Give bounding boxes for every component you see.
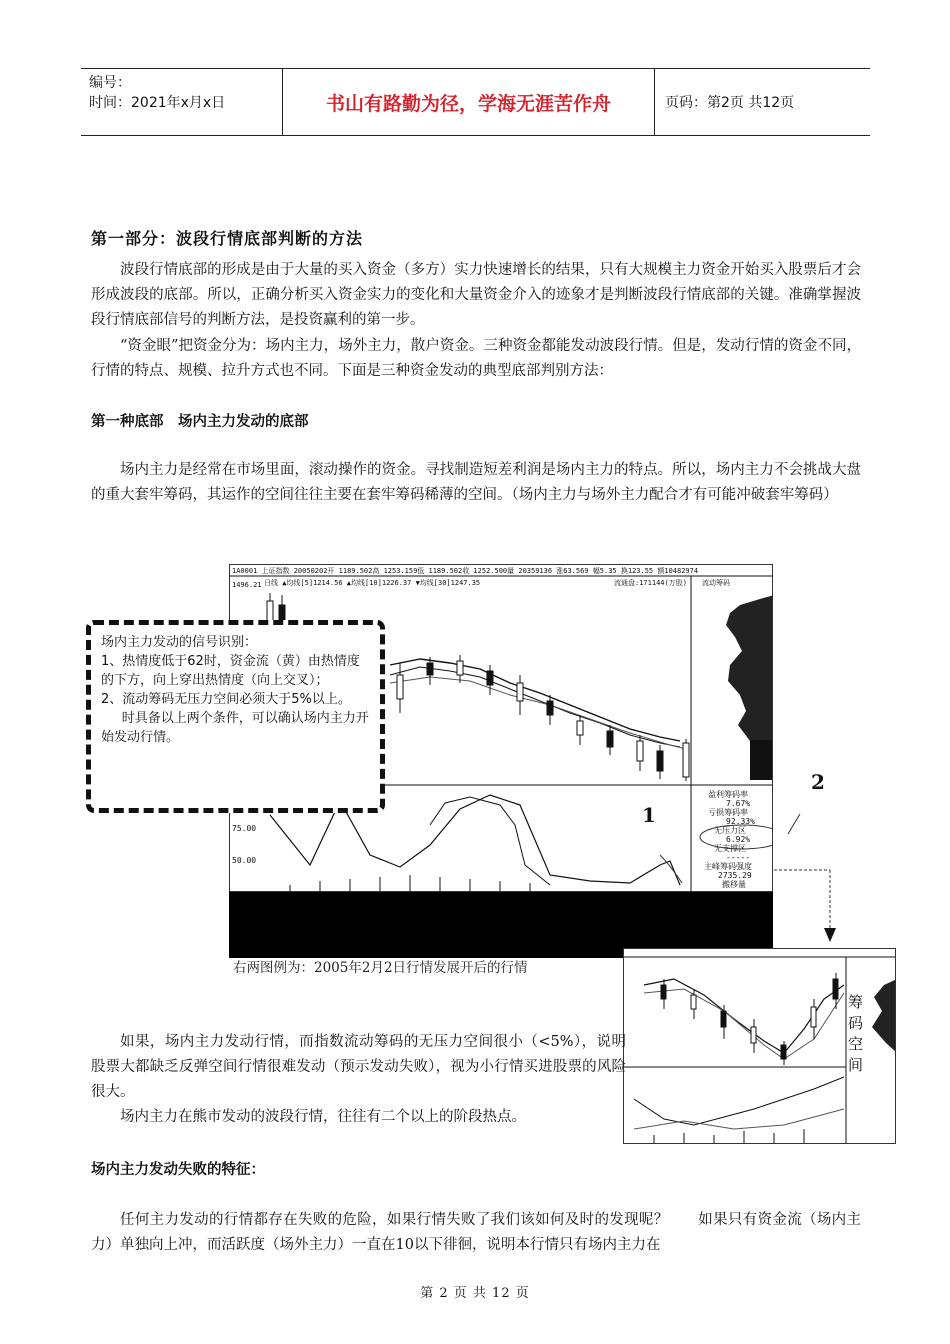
side-profit-value: 7.67% (726, 799, 751, 808)
side-peak-label: 主峰筹码强度 (704, 862, 752, 871)
subheading-first-bottom: 第一种底部 场内主力发动的底部 (91, 413, 309, 430)
callout-item-2: 2、流动筹码无压力空间必须大于5%以上。 (101, 692, 351, 707)
paragraph-5: 场内主力在熊市发动的波段行情，往往有二个以上的阶段热点。 (120, 1109, 526, 1125)
connector-arrow (760, 810, 860, 950)
side-loss-label: 亏损筹码率 (708, 808, 748, 817)
y-tick-75: 75.00 (232, 824, 257, 833)
paragraph-1: 波段行情底部的形成是由于大量的买入资金（多方）实力快速增长的结果，只有大规模主力资金开始买入股票后才会形成波段的底部。所以，正确分析买入资金实力的变化和大量资金介入的迹象才是判断波段行情底部的关键。准确掌握波段行情底部信号的判断方法，是投资赢利的第一步。 (91, 262, 861, 328)
callout-item-1: 1、热情度低于62时，资金流（黄）由热情度的下方，向上穿出热情度（向上交叉）； (101, 654, 360, 688)
price-top-label: 1496.21 (232, 581, 262, 589)
time-label: 时间：2021年x月x日 (89, 95, 226, 111)
paragraph-3: 场内主力是经常在市场里面，滚动操作的资金。寻找制造短差利润是场内主力的特点。所以，场内主力不会挑战大盘的重大套牢筹码，其运作的空间往往主要在套牢筹码稀薄的空间。（场内主力与场外主力配合才有可能冲破套牢筹码） (91, 462, 861, 503)
side-nopressure-label: 无压力区 (714, 826, 746, 835)
side-profit-label: 盈利筹码率 (708, 790, 748, 799)
motto: 书山有路勤为径，学海无涯苦作舟 (283, 69, 655, 135)
number-label: 编号： (89, 75, 131, 91)
annotation-label-1: 1 (642, 803, 656, 827)
side-peak-value: 2735.29 (718, 871, 752, 880)
document-header (81, 68, 870, 136)
side-nopressure-value: 6.92% (726, 835, 751, 844)
signal-callout-box (86, 620, 385, 813)
chip-title: 流动筹码 (702, 579, 730, 587)
page-info: 页码：第2页 共12页 (665, 95, 795, 111)
subheading-failure-features: 场内主力发动失败的特征： (91, 1161, 265, 1178)
circulation-label: 流通盘:171144(万股) (614, 579, 687, 587)
chip-space-label: 筹码空间 (848, 992, 866, 1076)
chart-caption: 右两图例为：2005年2月2日行情发展开后的行情 (233, 960, 528, 976)
paragraph-6: 任何主力发动的行情都存在失败的危险，如果行情失败了我们该如何及时的发现呢？ 如果只有资金流（场内主力）单独向上冲，而活跃度（场外主力）一直在10以下徘徊，说明本行情只有场内主力在 (91, 1212, 861, 1253)
header-left-cell (81, 69, 283, 135)
paragraph-4: 如果，场内主力发动行情，而指数流动筹码的无压力空间很小（<5%），说明股票大都缺乏反弹空间行情很难发动（预示发动失败），视为小行情买进股票的风险很大。 (91, 1034, 626, 1100)
y-tick-50: 50.00 (232, 856, 257, 865)
page-footer: 第 2 页 共 12 页 (420, 1286, 530, 1301)
ma-legend: 日线 ▲均线[5]1214.56 ▲均线[10]1226.37 ▼均线[30]1247.35 (264, 579, 481, 587)
annotation-label-2: 2 (811, 770, 825, 794)
section-title: 第一部分：波段行情底部判断的方法 (91, 229, 364, 248)
side-loss-value: 92.33% (726, 817, 755, 826)
side-nosupport-label: 无支撑区 (714, 844, 746, 853)
side-dash: ----- (726, 853, 751, 862)
chart-topbar: 1A0001 上证指数 20050202开 1189.502高 1253.159低 1189.502收 1252.500量 20359136 涨63.569 幅5.35 换123.55 额10482974 (232, 567, 699, 575)
side-move-label: 搬移量 (722, 880, 746, 889)
paragraph-2: “资金眼”把资金分为：场内主力，场外主力，散户资金。三种资金都能发动波段行情。但是，发动行情的资金不同，行情的特点、规模、拉升方式也不同。下面是三种资金发动的典型底部判别方法： (91, 338, 861, 379)
callout-conclusion: 时具备以上两个条件，可以确认场内主力开始发动行情。 (101, 711, 369, 745)
callout-title: 场内主力发动的信号识别： (101, 635, 258, 650)
